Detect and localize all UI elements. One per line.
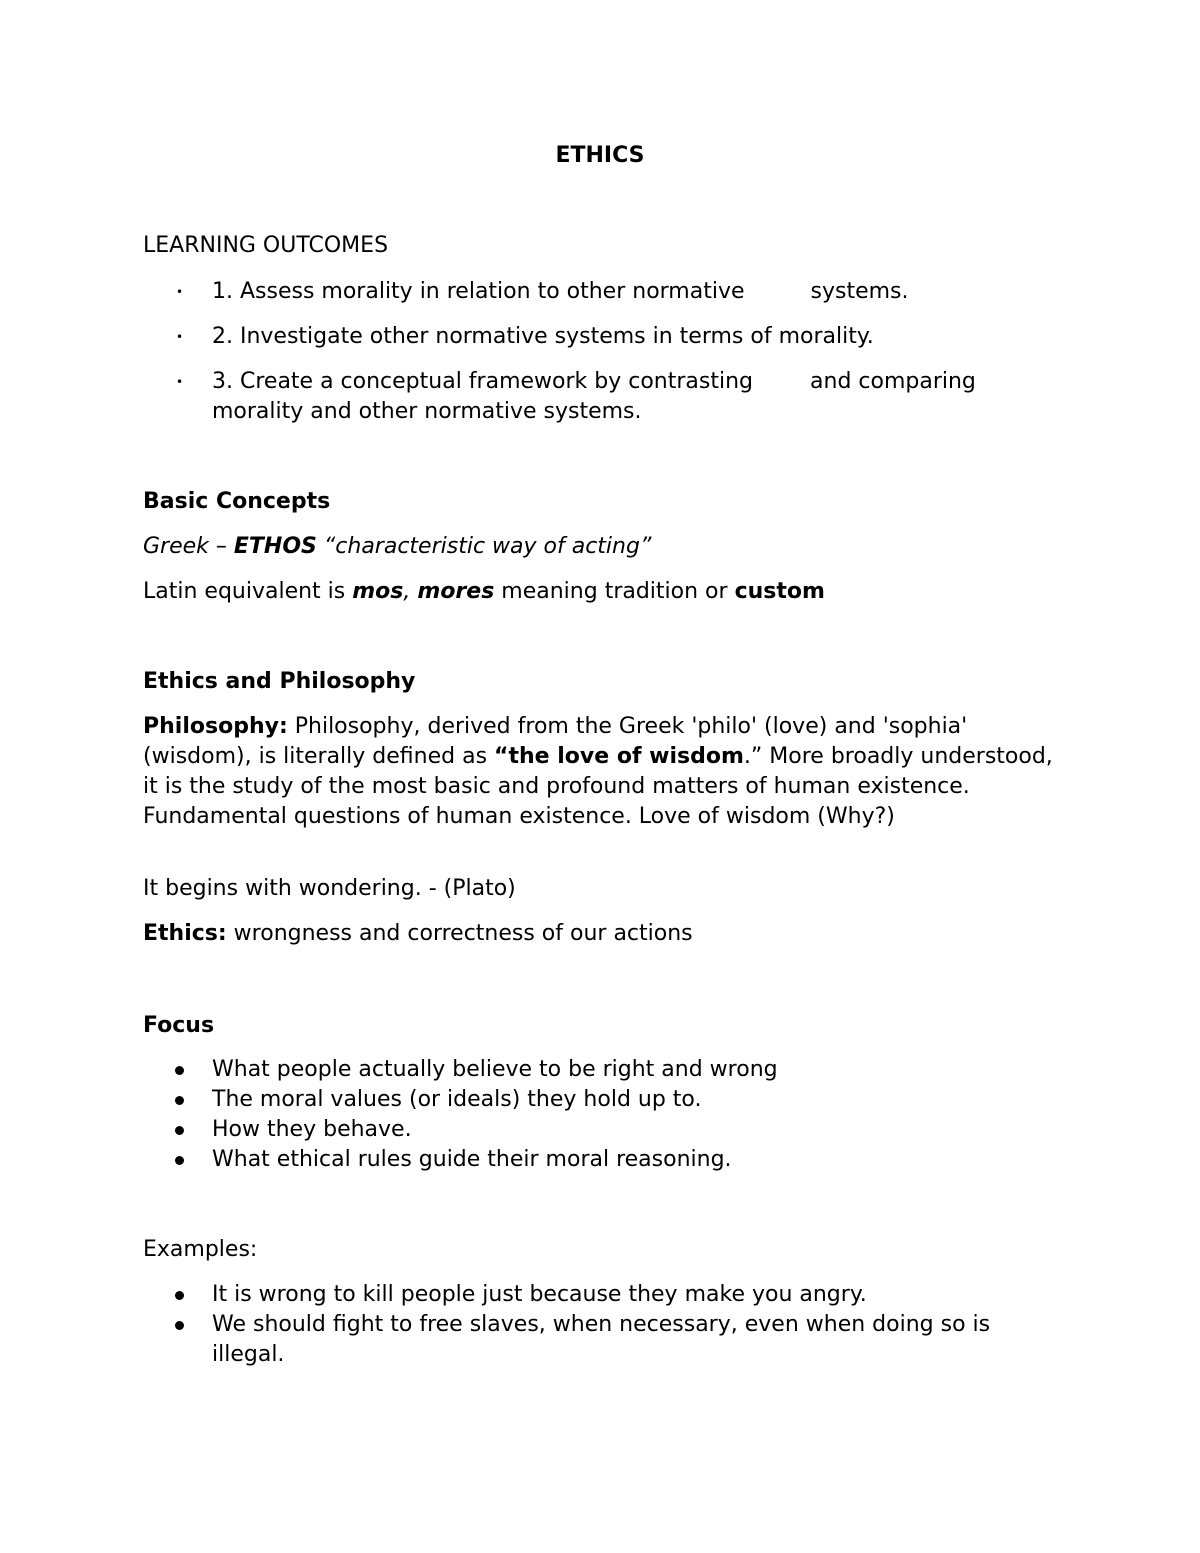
focus-item: What ethical rules guide their moral reasoning. <box>212 1147 732 1172</box>
latin-comma: , <box>403 579 418 604</box>
ethics-label: Ethics: <box>143 921 227 946</box>
philosophy-emphasis: “the love of wisdom <box>494 744 744 769</box>
greek-word: ETHOS <box>233 534 317 559</box>
bullet-icon <box>175 1066 184 1075</box>
outcome-text: 1. Assess morality in relation to other normative <box>212 279 745 304</box>
latin-prefix: Latin equivalent is <box>143 579 353 604</box>
greek-prefix: Greek – <box>143 534 234 559</box>
example-item: It is wrong to kill people just because they make you angry. <box>212 1282 867 1307</box>
focus-heading: Focus <box>143 1013 215 1038</box>
bullet-icon <box>175 1126 184 1135</box>
bullet-icon: • <box>176 375 184 389</box>
philosophy-text-continued: .” More broadly understood, it is the study of the most basic and profound matters of human existence. Fundamental questions of human existence. Love of wisdom (Why?) <box>143 744 1053 829</box>
focus-item: The moral values (or ideals) they hold up to. <box>212 1087 702 1112</box>
greek-meaning: “characteristic way of acting” <box>316 534 652 559</box>
learning-outcome-item <box>212 322 1062 352</box>
latin-mores: mores <box>417 579 495 604</box>
ethics-philosophy-heading: Ethics and Philosophy <box>143 669 416 694</box>
greek-origin-line <box>143 532 1058 562</box>
ethics-text: wrongness and correctness of our actions <box>226 921 693 946</box>
examples-heading: Examples: <box>143 1237 258 1262</box>
bullet-icon <box>175 1096 184 1105</box>
bullet-icon: • <box>176 330 184 344</box>
philosophy-label: Philosophy: <box>143 714 288 739</box>
outcome-text-continued: and comparing <box>810 369 976 394</box>
bullet-icon <box>175 1321 184 1330</box>
philosophy-text: Philosophy, derived from the Greek 'philo' (love) and 'sophia' (wisdom), is literally defined as <box>143 714 968 769</box>
outcome-text: 3. Create a conceptual framework by contrasting <box>212 369 754 394</box>
outcome-text-wrapped: morality and other normative systems. <box>212 399 642 424</box>
focus-item: What people actually believe to be right and wrong <box>212 1057 778 1082</box>
outcome-text-continued: systems. <box>810 279 909 304</box>
latin-equivalent-line <box>143 577 1058 607</box>
latin-custom: custom <box>734 579 825 604</box>
latin-mos: mos <box>352 579 404 604</box>
document-title: ETHICS <box>555 143 645 168</box>
outcome-text: 2. Investigate other normative systems in terms of morality. <box>212 324 874 349</box>
learning-outcomes-heading: LEARNING OUTCOMES <box>143 233 389 258</box>
focus-item: How they behave. <box>212 1117 412 1142</box>
learning-outcome-item <box>212 277 1062 307</box>
philosophy-paragraph <box>143 712 1058 832</box>
basic-concepts-heading: Basic Concepts <box>143 489 331 514</box>
latin-middle: meaning tradition or <box>494 579 735 604</box>
example-item: We should fight to free slaves, when necessary, even when doing so is illegal. <box>212 1312 991 1367</box>
learning-outcome-item <box>212 367 1062 427</box>
ethics-definition <box>143 919 1058 949</box>
plato-quote: It begins with wondering. - (Plato) <box>143 876 516 901</box>
bullet-icon <box>175 1156 184 1165</box>
bullet-icon: • <box>176 285 184 299</box>
bullet-icon <box>175 1291 184 1300</box>
